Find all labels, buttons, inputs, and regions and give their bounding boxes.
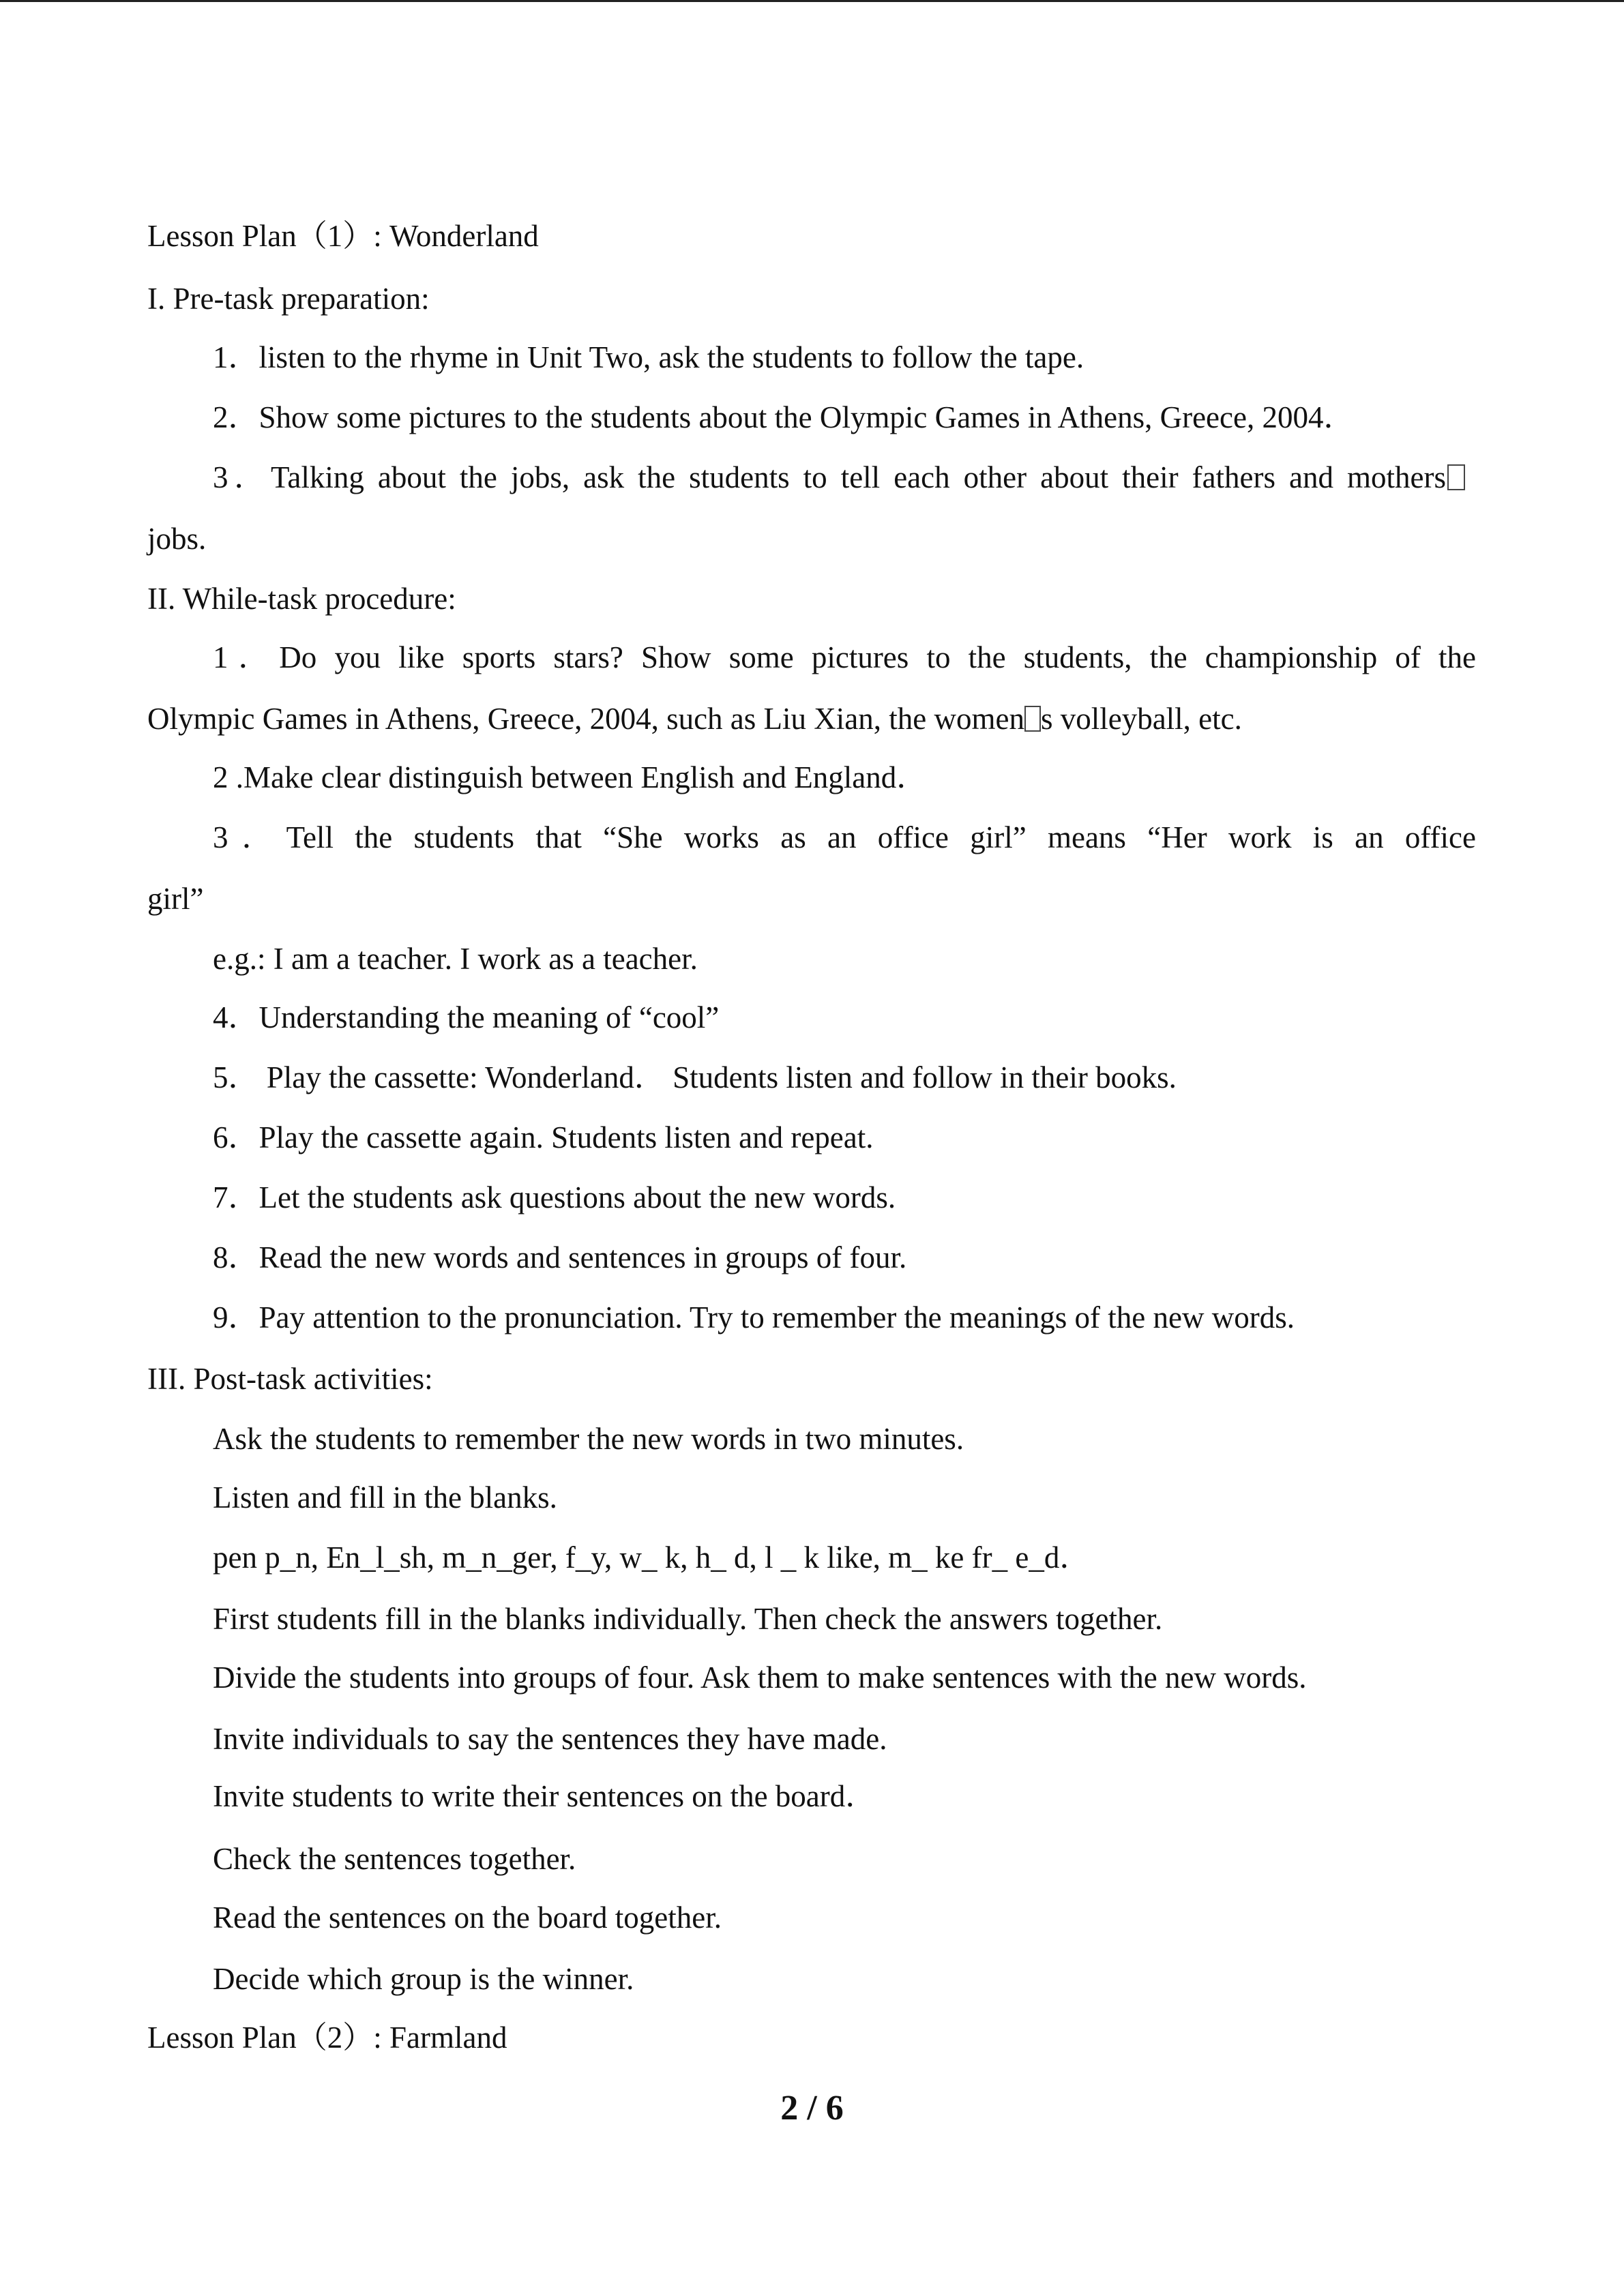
while-task-item-6: 6．Play the cassette again. Students listen and repeat.: [213, 1120, 874, 1154]
while-task-item-9: 9．Pay attention to the pronunciation. Try to remember the meanings of the new words.: [213, 1300, 1295, 1335]
pre-task-item-2: 2．Show some pictures to the students about the Olympic Games in Athens, Greece, 2004．: [213, 400, 1355, 434]
post-task-item-2: Listen and fill in the blanks.: [213, 1480, 557, 1515]
post-task-item-1: Ask the students to remember the new words in two minutes.: [213, 1422, 964, 1456]
while-task-item-8: 8．Read the new words and sentences in groups of four.: [213, 1240, 907, 1274]
while-task-item-4: 4．Understanding the meaning of “cool”: [213, 1000, 720, 1034]
post-task-item-4: First students fill in the blanks individually. Then check the answers together.: [213, 1602, 1163, 1636]
missing-glyph-box: [1447, 464, 1465, 490]
pre-task-item-3: [213, 457, 1462, 498]
post-task-item-9: Read the sentences on the board together.: [213, 1900, 722, 1935]
lesson-title: Lesson Plan（1）: Wonderland: [147, 219, 539, 253]
post-task-item-5: Divide the students into groups of four. Ask them to make sentences with the new words.: [213, 1660, 1307, 1695]
section-heading-post-task: III. Post-task activities:: [147, 1362, 433, 1396]
while-task-example: e.g.: I am a teacher. I work as a teacher.: [213, 942, 698, 976]
post-task-item-8: Check the sentences together.: [213, 1842, 576, 1876]
section-heading-pre-task: I. Pre-task preparation:: [147, 282, 430, 316]
missing-glyph-box: [1024, 706, 1041, 732]
post-task-item-6: Invite individuals to say the sentences they have made.: [213, 1722, 887, 1756]
post-task-item-7: Invite students to write their sentences on the board．: [213, 1779, 876, 1813]
post-task-item-10: Decide which group is the winner.: [213, 1962, 634, 1996]
while-task-item-1-continuation-text-b: s volleyball, etc.: [1040, 702, 1242, 736]
while-task-item-1-continuation: [147, 698, 1242, 739]
while-task-item-3: 3．Tell the students that “She works as an office girl” means “Her work is an office: [213, 820, 1476, 854]
pre-task-item-3-text: 3．Talking about the jobs, ask the students to tell each other about their fathers and mothers: [213, 460, 1446, 494]
while-task-item-1: 1．Do you like sports stars? Show some pictures to the students, the championship of the: [213, 640, 1476, 674]
next-lesson-title: Lesson Plan（2）: Farmland: [147, 2021, 507, 2055]
while-task-item-7: 7．Let the students ask questions about the new words.: [213, 1180, 896, 1214]
while-task-item-3-continuation: girl”: [147, 882, 204, 916]
while-task-item-2: 2 .Make clear distinguish between English and England．: [213, 760, 928, 794]
post-task-fill-blanks: pen p_n, En_l_sh, m_n_ger, f_y, w_ k, h_ d, l _ k like, m_ ke fr_ e_d．: [213, 1540, 1091, 1575]
while-task-item-5: 5． Play the cassette: Wonderland． Students listen and follow in their books.: [213, 1060, 1177, 1094]
while-task-item-1-continuation-text-a: Olympic Games in Athens, Greece, 2004, such as Liu Xian, the women: [147, 702, 1024, 736]
section-heading-while-task: II. While-task procedure:: [147, 582, 456, 616]
pre-task-item-1: 1．listen to the rhyme in Unit Two, ask the students to follow the tape.: [213, 340, 1084, 374]
pre-task-item-3-continuation: jobs.: [147, 522, 207, 556]
page-number: 2 / 6: [780, 2089, 844, 2128]
